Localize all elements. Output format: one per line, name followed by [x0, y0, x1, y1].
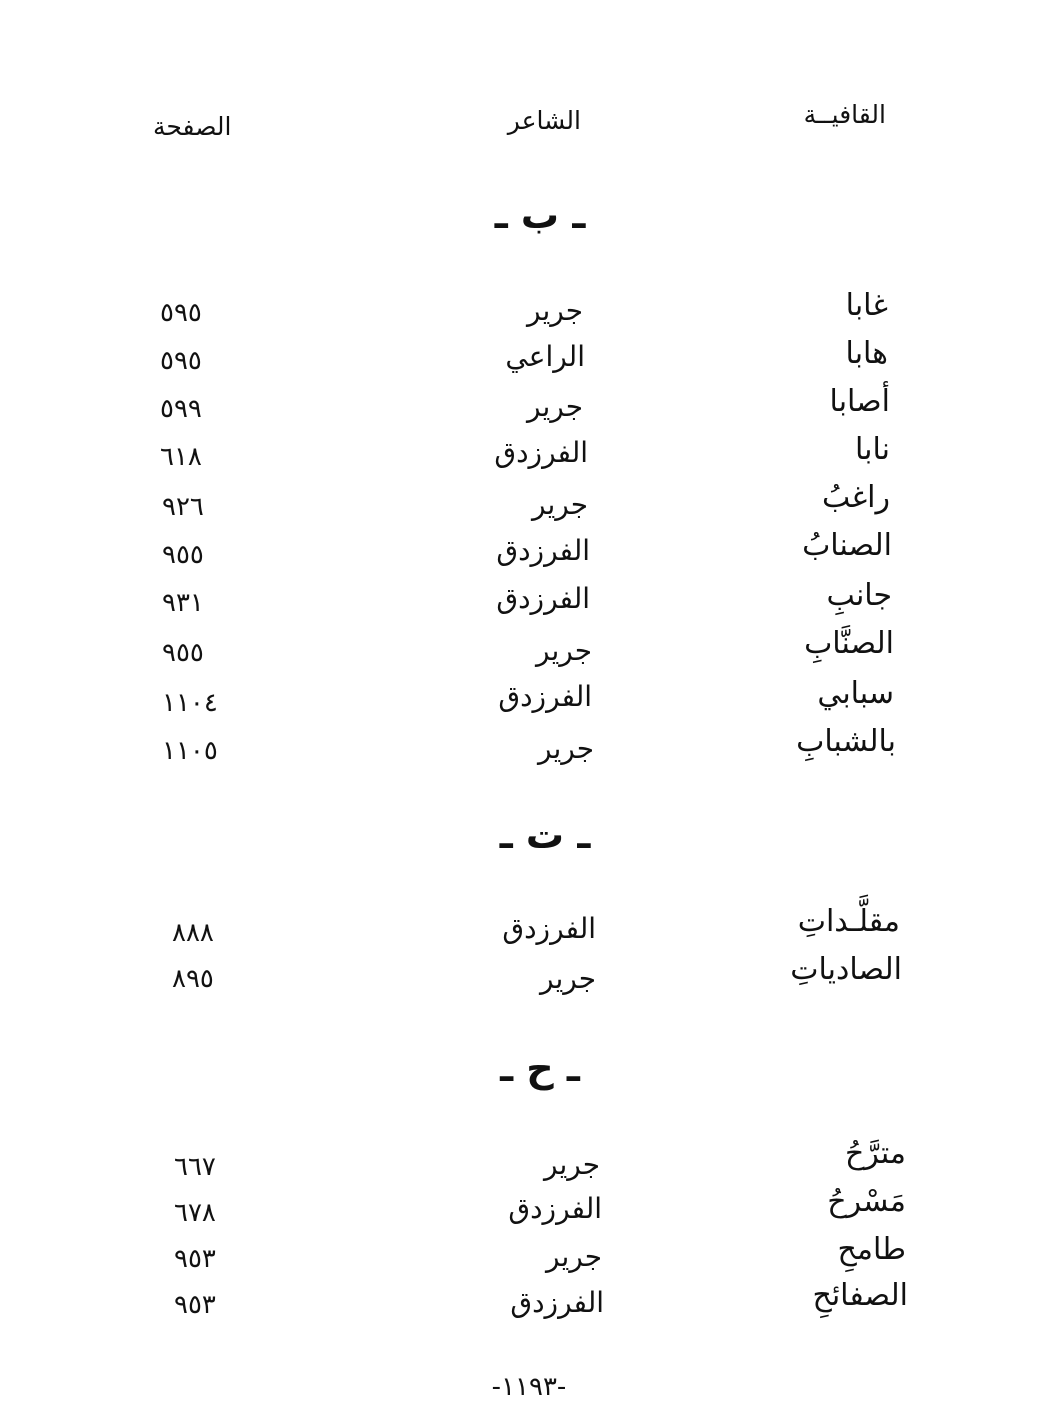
- rhyme-cell: طامحِ: [837, 1232, 906, 1267]
- table-row: [0, 952, 1058, 1000]
- poet-cell: الراعي: [505, 340, 585, 373]
- poet-cell: جرير: [527, 390, 583, 423]
- table-row: [0, 904, 1058, 952]
- page-cell: ٩٥٣: [174, 1290, 216, 1320]
- rhyme-cell: الصادياتِ: [790, 952, 902, 987]
- poet-cell: جرير: [538, 732, 594, 765]
- page-cell: ٩٥٥: [162, 638, 204, 668]
- table-row: [0, 528, 1058, 576]
- page-cell: ١١٠٤: [162, 688, 218, 718]
- rhyme-cell: راغبُ: [822, 480, 890, 515]
- poet-cell: جرير: [527, 294, 583, 327]
- rhyme-cell: هابا: [845, 336, 888, 371]
- rhyme-cell: مَسْرحُ: [827, 1184, 906, 1219]
- table-row: [0, 1136, 1058, 1184]
- poet-cell: جرير: [546, 1240, 602, 1273]
- page-cell: ٩٥٥: [162, 540, 204, 570]
- table-row: [0, 626, 1058, 674]
- poet-cell: الفرزدق: [494, 436, 588, 469]
- page-cell: ٦٧٨: [174, 1198, 216, 1228]
- rhyme-column-header: القافيــة: [803, 100, 886, 129]
- rhyme-cell: نابا: [855, 432, 890, 467]
- poet-column-header: الشاعر: [507, 106, 581, 135]
- table-row: [0, 336, 1058, 384]
- rhyme-cell: أصابا: [829, 384, 890, 419]
- rhyme-cell: غابا: [845, 288, 888, 323]
- rhyme-cell: مترَّحُ: [844, 1136, 906, 1171]
- poet-cell: جرير: [544, 1148, 600, 1181]
- page-cell: ٩٢٦: [162, 492, 204, 522]
- table-row: [0, 1184, 1058, 1232]
- poet-cell: الفرزدق: [498, 680, 592, 713]
- page-column-header: الصفحة: [153, 112, 232, 141]
- table-row: [0, 288, 1058, 336]
- page-cell: ٦٦٧: [174, 1152, 216, 1182]
- rhyme-cell: مقلَّـداتِ: [797, 904, 900, 939]
- page-number: -١١٩٣-: [491, 1372, 567, 1402]
- table-row: [0, 578, 1058, 626]
- rhyme-cell: جانبِ: [826, 578, 892, 613]
- poet-cell: الفرزدق: [496, 534, 590, 567]
- poet-cell: الفرزدق: [496, 582, 590, 615]
- section-heading-ba: ـ ب ـ: [494, 193, 586, 237]
- page-cell: ٥٩٩: [160, 394, 202, 424]
- rhyme-cell: سبابي: [817, 676, 894, 711]
- page-cell: ٨٩٥: [172, 964, 214, 994]
- table-row: [0, 676, 1058, 724]
- page-cell: ٥٩٥: [160, 346, 202, 376]
- page-cell: ٥٩٥: [160, 298, 202, 328]
- poet-cell: الفرزدق: [510, 1286, 604, 1319]
- table-row: [0, 480, 1058, 528]
- poet-cell: الفرزدق: [508, 1192, 602, 1225]
- poet-cell: جرير: [540, 962, 596, 995]
- page-cell: ٨٨٨: [172, 918, 214, 948]
- poet-cell: جرير: [536, 634, 592, 667]
- page-cell: ٦١٨: [160, 442, 202, 472]
- table-row: [0, 1278, 1058, 1326]
- table-row: [0, 432, 1058, 480]
- rhyme-cell: الصنابُ: [802, 528, 892, 563]
- table-row: [0, 384, 1058, 432]
- rhyme-cell: الصنَّابِ: [804, 626, 894, 661]
- page-cell: ٩٥٣: [174, 1244, 216, 1274]
- rhyme-cell: بالشبابِ: [796, 724, 896, 759]
- poet-cell: جرير: [532, 488, 588, 521]
- rhyme-cell: الصفائحِ: [812, 1278, 908, 1313]
- page-cell: ١١٠٥: [162, 736, 218, 766]
- section-heading-ha: ـ ح ـ: [500, 1046, 580, 1090]
- section-heading-ta: ـ ت ـ: [499, 813, 591, 857]
- table-row: [0, 1232, 1058, 1280]
- poet-cell: الفرزدق: [502, 912, 596, 945]
- table-row: [0, 724, 1058, 772]
- page-cell: ٩٣١: [162, 588, 204, 618]
